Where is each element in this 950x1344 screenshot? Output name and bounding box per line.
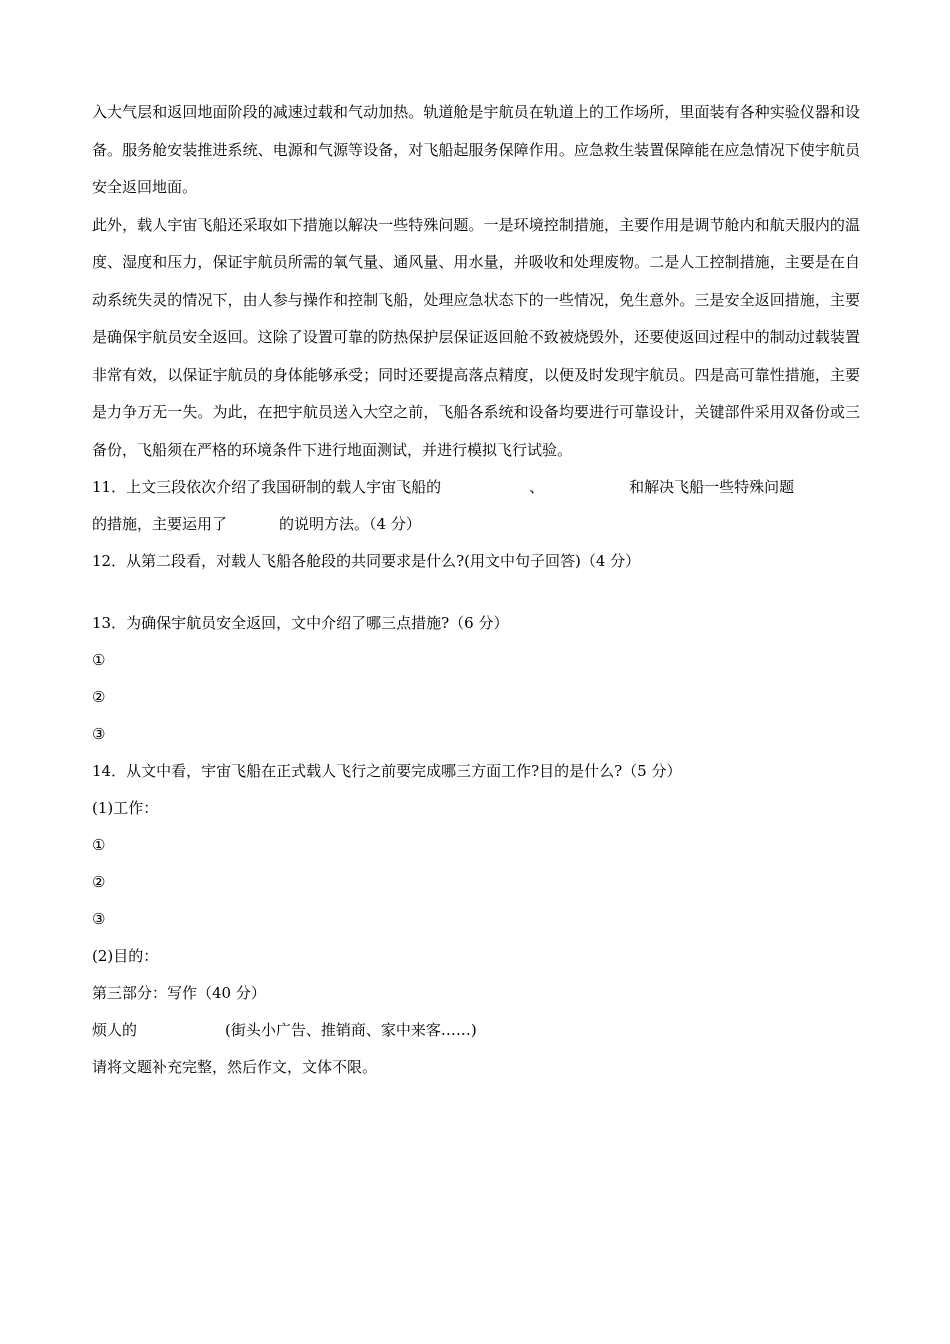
work-label: (1)工作： [92, 799, 159, 817]
question-11-line-1 [92, 469, 860, 506]
answer-space [92, 580, 860, 605]
writing-section-heading: 第三部分：写作（40 分） [92, 984, 266, 1002]
question-11-text-a: 11．上文三段依次介绍了我国研制的载人宇宙飞船的 [92, 478, 442, 496]
passage-paragraph-2: 此外，载人宇宙飞船还采取如下措施以解决一些特殊问题。一是环境控制措施，主要作用是调节舱内和航天服内的温度、湿度和压力，保证宇航员所需的氧气量、通风量、用水量，并吸收和处理废物。二是人工控制措施，主要是在自动系统失灵的情况下，由人参与操作和控制飞船，处理应急状态下的一些情况，免生意外。三是安全返回措施，主要是确保宇航员安全返回。这除了设置可靠的防热保护层保证返回舱不致被烧毁外，还要使返回过程中的制动过载装置非常有效，以保证宇航员的身体能够承受；同时还要提高落点精度，以便及时发现宇航员。四是高可靠性措施，主要是力争万无一失。为此，在把宇航员送入大空之前，飞船各系统和设备均要进行可靠设计，关键部件采用双备份或三备份，飞船须在严格的环境条件下进行地面测试，并进行模拟飞行试验。 [92, 215, 860, 459]
question-11-line-2 [92, 506, 860, 543]
purpose-label: (2)目的： [92, 947, 159, 965]
question-11-text-c: 的措施，主要运用了 [92, 515, 228, 533]
answer-mark-2: ② [92, 873, 106, 891]
writing-title-line [92, 1012, 860, 1049]
question-14: 14．从文中看，宇宙飞船在正式载人飞行之前要完成哪三方面工作?目的是什么?（5 分） [92, 762, 682, 780]
question-12: 12．从第二段看，对载人飞船各舱段的共同要求是什么?(用文中句子回答)（4 分） [92, 552, 641, 570]
passage-paragraph-1: 入大气层和返回地面阶段的减速过载和气动加热。轨道舱是宇航员在轨道上的工作场所，里面装有各种实验仪器和设备。服务舱安装推进系统、电源和气源等设备，对飞船起服务保障作用。应急救生装置保障能在应急情况下使宇航员安全返回地面。 [92, 103, 860, 196]
question-11-text-d: 的说明方法。（4 分） [279, 515, 421, 533]
answer-mark-1: ① [92, 651, 106, 669]
writing-instruction: 请将文题补充完整，然后作文，文体不限。 [92, 1058, 378, 1076]
document-page [92, 94, 860, 1086]
answer-mark-3: ③ [92, 725, 106, 743]
question-11-text-b: 和解决飞船一些特殊问题 [629, 478, 795, 496]
writing-title-hint: (街头小广告、推销商、家中来客……) [225, 1021, 477, 1039]
question-11-separator: 、 [529, 478, 545, 496]
answer-mark-3: ③ [92, 910, 106, 928]
question-13: 13．为确保宇航员安全返回，文中介绍了哪三点措施?（6 分） [92, 614, 509, 632]
writing-title-prefix: 烦人的 [92, 1021, 138, 1039]
answer-mark-2: ② [92, 688, 106, 706]
answer-mark-1: ① [92, 836, 106, 854]
